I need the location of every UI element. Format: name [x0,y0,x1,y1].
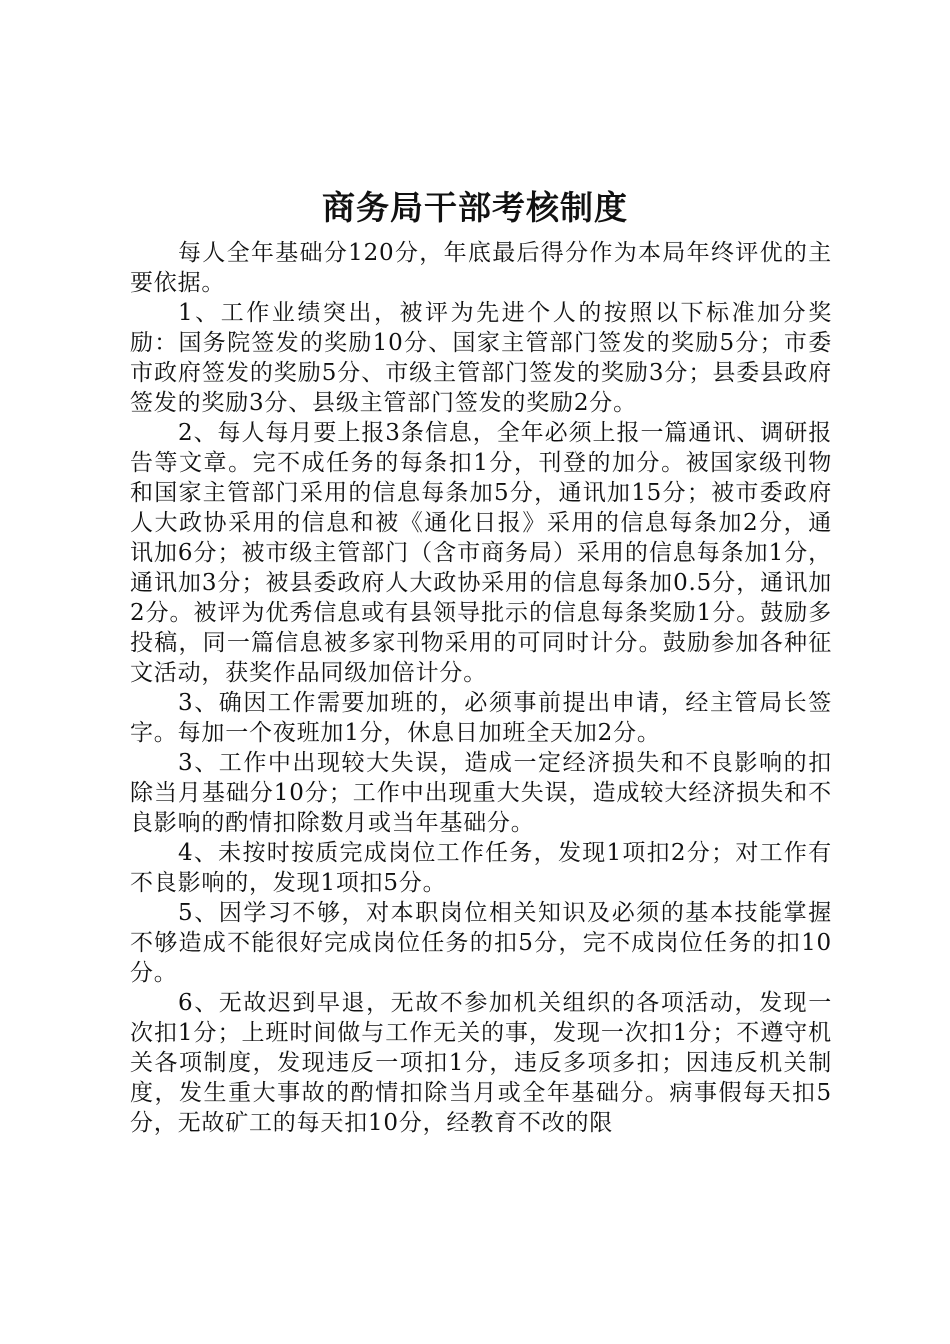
paragraph-item-3b: 3、工作中出现较大失误，造成一定经济损失和不良影响的扣除当月基础分10分；工作中出现重大失误，造成较大经济损失和不良影响的酌情扣除数月或当年基础分。 [130,750,832,836]
document-title: 商务局干部考核制度 [322,188,628,227]
document-body [130,238,832,1138]
paragraph-item-3a: 3、确因工作需要加班的，必须事前提出申请，经主管局长签字。每加一个夜班加1分，休息日加班全天加2分。 [130,690,832,746]
paragraph-item-5: 5、因学习不够，对本职岗位相关知识及必须的基本技能掌握不够造成不能很好完成岗位任务的扣5分，完不成岗位任务的扣10分。 [130,900,832,986]
paragraph-item-1: 1、工作业绩突出，被评为先进个人的按照以下标准加分奖励：国务院签发的奖励10分、国家主管部门签发的奖励5分；市委市政府签发的奖励5分、市级主管部门签发的奖励3分；县委县政府签发的奖励3分、县级主管部门签发的奖励2分。 [130,300,832,416]
paragraph-intro: 每人全年基础分120分，年底最后得分作为本局年终评优的主要依据。 [130,240,832,296]
paragraph-item-2: 2、每人每月要上报3条信息，全年必须上报一篇通讯、调研报告等文章。完不成任务的每条扣1分，刊登的加分。被国家级刊物和国家主管部门采用的信息每条加5分，通讯加15分；被市委政府人大政协采用的信息和被《通化日报》采用的信息每条加2分，通讯加6分；被市级主管部门（含市商务局）采用的信息每条加1分，通讯加3分；被县委政府人大政协采用的信息每条加0.5分，通讯加2分。被评为优秀信息或有县领导批示的信息每条奖励1分。鼓励多投稿，同一篇信息被多家刊物采用的可同时计分。鼓励参加各种征文活动，获奖作品同级加倍计分。 [130,420,832,686]
paragraph-item-6: 6、无故迟到早退，无故不参加机关组织的各项活动，发现一次扣1分；上班时间做与工作无关的事，发现一次扣1分；不遵守机关各项制度，发现违反一项扣1分，违反多项多扣；因违反机关制度，发生重大事故的酌情扣除当月或全年基础分。病事假每天扣5分，无故矿工的每天扣10分，经教育不改的限 [130,990,832,1136]
paragraph-item-4: 4、未按时按质完成岗位工作任务，发现1项扣2分；对工作有不良影响的，发现1项扣5分。 [130,840,832,896]
